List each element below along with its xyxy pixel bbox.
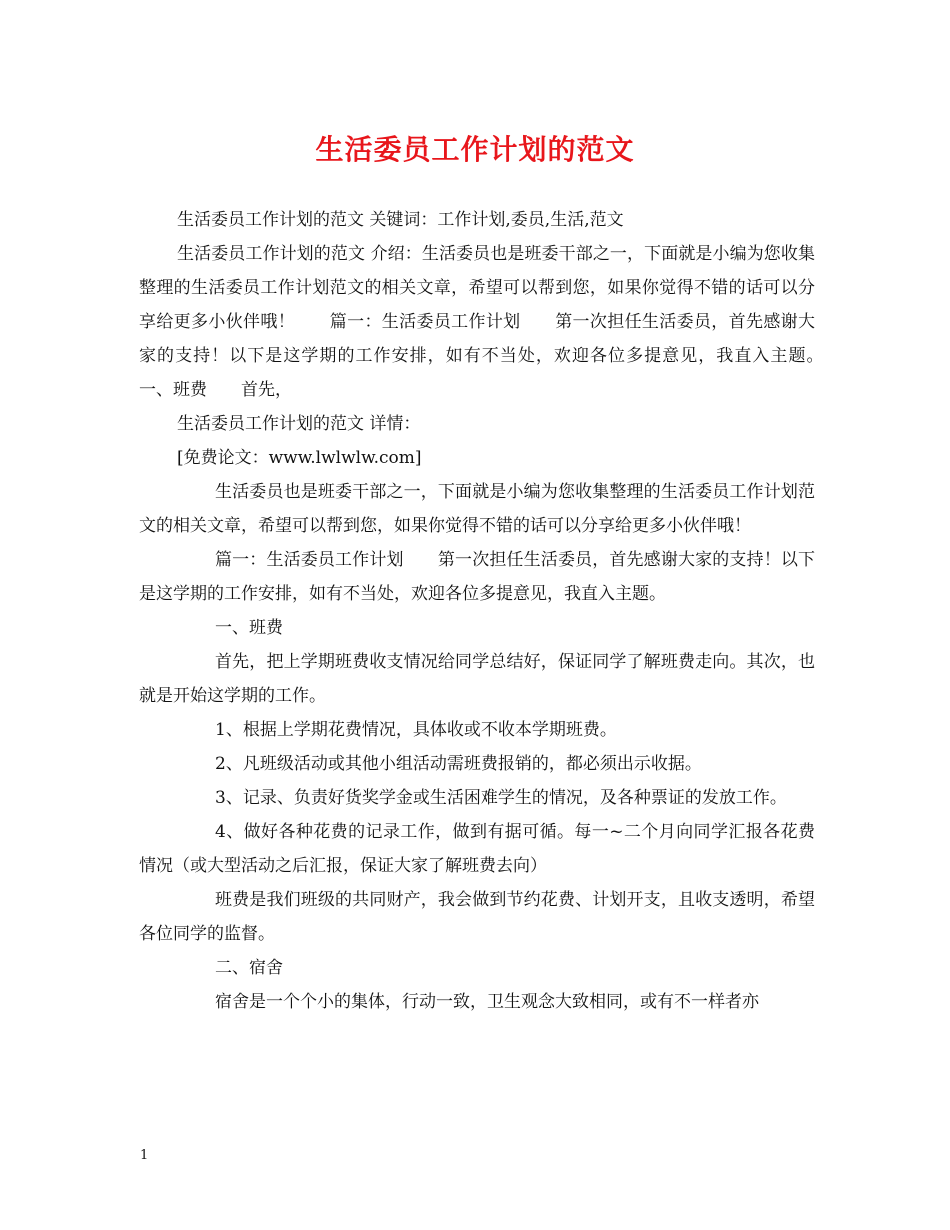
body-paragraph: 宿舍是一个个小的集体，行动一致，卫生观念大致相同，或有不一样者亦 [215, 992, 759, 1012]
intro-paragraph: 生活委员工作计划的范文 介绍：生活委员也是班委干部之一，下面就是小编为您收集整理的生活委员工作计划范文的相关文章，希望可以帮到您，如果你觉得不错的话可以分享给更多小伙伴哦！ 篇一：生活委员工作计划 第一次担任生活委员，首先感谢大家的支持！以下是这学期的工作安排，如有不当处，欢迎各位多提意见，我直入主题。 一、班费 首先， [139, 244, 849, 400]
body-paragraph: 生活委员也是班委干部之一，下面就是小编为您收集整理的生活委员工作计划范文的相关文章，希望可以帮到您，如果你觉得不错的话可以分享给更多小伙伴哦！ [139, 482, 815, 536]
list-item: 1、根据上学期花费情况，具体收或不收本学期班费。 [215, 720, 617, 740]
source-link-text: [免费论文：www.lwlwlw.com] [177, 448, 422, 468]
details-heading: 生活委员工作计划的范文 详情： [177, 414, 421, 434]
list-item: 2、凡班级活动或其他小组活动需班费报销的，都必须出示收据。 [215, 754, 702, 774]
list-item: 4、做好各种花费的记录工作，做到有据可循。每一~二个月向同学汇报各花费情况（或大型活动之后汇报，保证大家了解班费去向） [139, 822, 815, 876]
section-heading: 一、班费 [215, 618, 283, 638]
body-paragraph: 首先，把上学期班费收支情况给同学总结好，保证同学了解班费走向。其次，也就是开始这学期的工作。 [139, 652, 815, 706]
list-item: 3、记录、负责好货奖学金或生活困难学生的情况，及各种票证的发放工作。 [215, 788, 787, 808]
page-number: 1 [140, 1148, 149, 1163]
keywords-paragraph: 生活委员工作计划的范文 关键词：工作计划,委员,生活,范文 [177, 210, 624, 230]
section-heading: 二、宿舍 [215, 958, 283, 978]
document-title: 生活委员工作计划的范文 [315, 133, 635, 166]
body-paragraph: 篇一：生活委员工作计划 第一次担任生活委员，首先感谢大家的支持！以下是这学期的工作安排，如有不当处，欢迎各位多提意见，我直入主题。 [139, 550, 815, 604]
body-paragraph: 班费是我们班级的共同财产，我会做到节约花费、计划开支，且收支透明，希望各位同学的监督。 [139, 890, 815, 944]
document-body [139, 203, 849, 1019]
